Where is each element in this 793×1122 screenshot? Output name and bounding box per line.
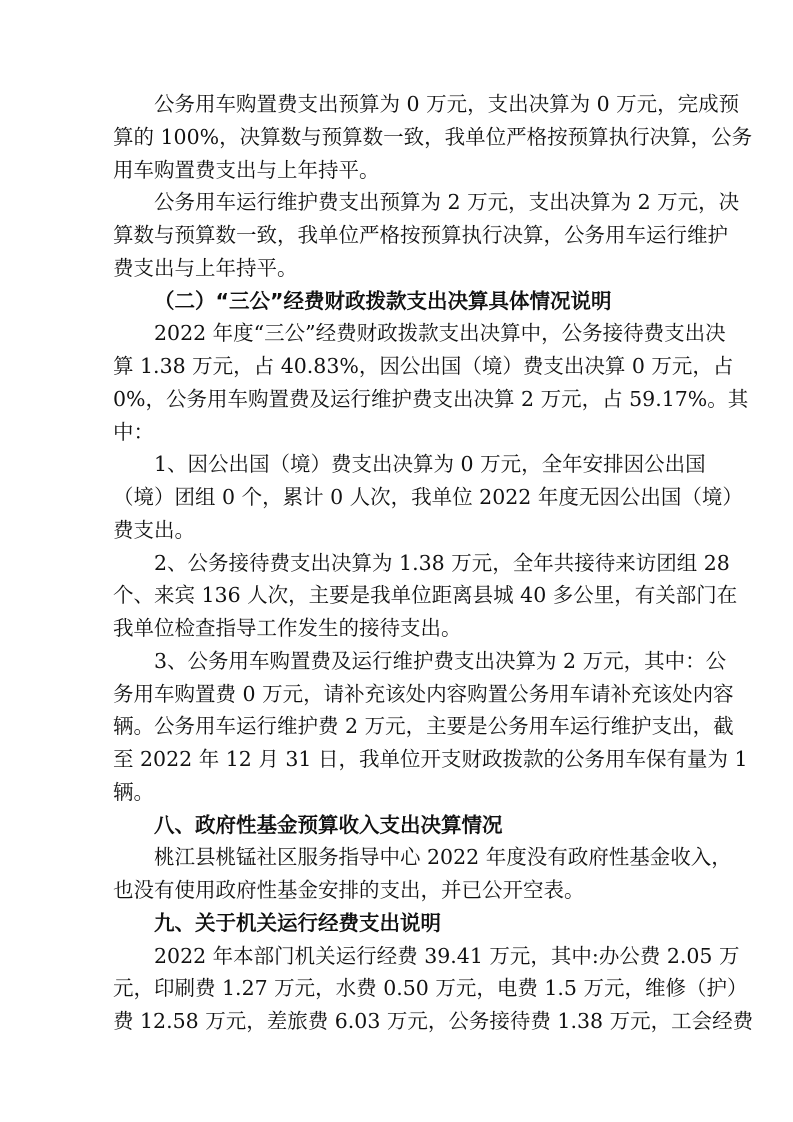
paragraph: [113, 940, 754, 1038]
text-line: 费支出与上年持平。: [113, 255, 298, 280]
text-line: 个、来宾 136 人次，主要是我单位距离县城 40 多公里，有关部门在: [113, 583, 738, 608]
section-heading: [113, 907, 682, 940]
text-line: 我单位检查指导工作发生的接待支出。: [113, 616, 462, 640]
text-line: （境）团组 0 个，累计 0 人次，我单位 2022 年度无因公出国（境）: [113, 485, 743, 509]
text-line: 0%，公务用车购置费及运行维护费支出决算 2 万元，占 59.17%。其: [113, 386, 749, 411]
paragraph: [113, 88, 753, 186]
text-line: 九、关于机关运行经费支出说明: [154, 910, 441, 935]
text-line: 费 12.58 万元，差旅费 6.03 万元，公务接待费 1.38 万元，工会经费: [113, 1009, 754, 1033]
text-line: （二）“三公”经费财政拨款支出决算具体情况说明: [154, 288, 612, 313]
section-heading: [113, 285, 682, 318]
text-line: 2、公务接待费支出决算为 1.38 万元，全年共接待来访团组 28: [154, 550, 730, 575]
text-line: 算 1.38 万元，占 40.83%，因公出国（境）费支出决算 0 万元，占: [113, 354, 734, 378]
text-line: 公务用车运行维护费支出预算为 2 万元，支出决算为 2 万元，决: [154, 190, 740, 215]
document-body: [113, 88, 754, 1038]
text-line: 也没有使用政府性基金安排的支出，并已公开空表。: [113, 878, 585, 902]
text-line: 3、公务用车购置费及运行维护费支出决算为 2 万元，其中：公: [154, 648, 727, 673]
paragraph: [113, 186, 740, 284]
text-line: 至 2022 年 12 月 31 日，我单位开支财政拨款的公务用车保有量为 1: [113, 747, 748, 771]
paragraph: [113, 448, 743, 546]
paragraph: [113, 547, 738, 645]
text-line: 辆。公务用车运行维护费 2 万元，主要是公务用车运行维护支出，截: [113, 714, 734, 739]
text-line: 2022 年本部门机关运行经费 39.41 万元，其中:办公费 2.05 万: [154, 943, 740, 968]
paragraph: [113, 317, 749, 448]
paragraph: [113, 645, 748, 809]
text-line: 2022 年度“三公”经费财政拨款支出决算中，公务接待费支出决: [154, 321, 726, 346]
text-line: 务用车购置费 0 万元，请补充该处内容购置公务用车请补充该处内容: [113, 681, 734, 706]
text-line: 八、政府性基金预算收入支出决算情况: [154, 812, 503, 837]
text-line: 算的 100%，决算数与预算数一致，我单位严格按预算执行决算，公务: [113, 124, 753, 149]
text-line: 用车购置费支出与上年持平。: [113, 157, 380, 182]
text-line: 元，印刷费 1.27 万元，水费 0.50 万元，电费 1.5 万元，维修（护）: [113, 976, 748, 1001]
paragraph: [113, 841, 732, 907]
text-line: 费支出。: [113, 517, 195, 542]
text-line: 中：: [113, 419, 154, 444]
text-line: 桃江县桃锰社区服务指导中心 2022 年度没有政府性基金收入，: [154, 845, 732, 870]
text-line: 1、因公出国（境）费支出决算为 0 万元，全年安排因公出国: [154, 452, 706, 477]
text-line: 辆。: [113, 779, 154, 804]
text-line: 公务用车购置费支出预算为 0 万元，支出决算为 0 万元，完成预: [154, 92, 740, 116]
section-heading: [113, 809, 682, 842]
text-line: 算数与预算数一致，我单位严格按预算执行决算，公务用车运行维护: [113, 223, 728, 247]
